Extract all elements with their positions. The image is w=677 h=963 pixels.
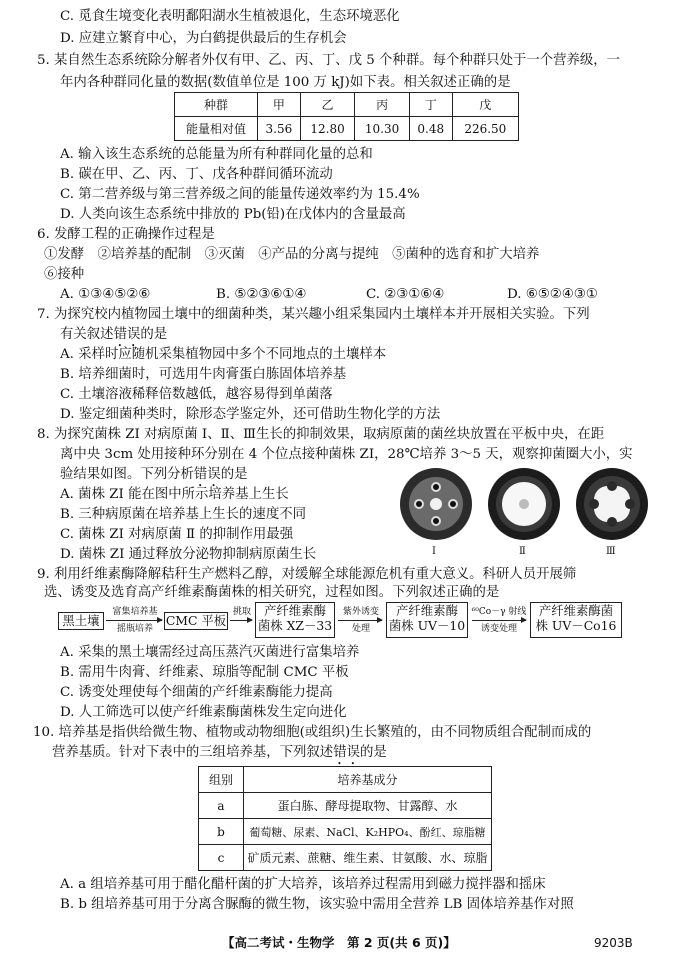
q5-table-cell: 10.30 (355, 117, 410, 141)
flow-arrow-1 (106, 620, 162, 621)
flow-box-strain-uv10 (386, 602, 468, 638)
q5-table-cell: 3.56 (258, 117, 301, 141)
q5-table-header-cell: 戊 (452, 93, 518, 117)
q10-stem-text: 营养基质。针对下表中的三组培养基，下列叙述 (52, 745, 334, 760)
dish-label-2: Ⅱ (519, 546, 526, 557)
q8-stem-text: 验结果如图。下列分析 (60, 467, 194, 482)
q9-option-b: B. 需用牛肉膏、纤维素、琼脂等配制 CMC 平板 (60, 665, 349, 680)
q5-table-cell: 12.80 (300, 117, 355, 141)
q10-table-cell: 矿质元素、蔗糖、维生素、甘氨酸、水、琼脂 (244, 845, 492, 871)
flow-arrow-3 (338, 620, 382, 621)
q7-stem-line1: 7. 为探究校内植物园土壤中的细菌种类，某兴趣小组采集园内土壤样本并开展相关实验。下列 (37, 307, 590, 322)
q7-option-d: D. 鉴定细菌种类时，除形态学鉴定外，还可借助生物化学的方法 (60, 407, 441, 422)
q5-option-b: B. 碳在甲、乙、丙、丁、戊各种群间循环流动 (60, 167, 333, 182)
petri-dish-1 (400, 468, 472, 540)
q10-table-header-cell: 组别 (199, 767, 244, 793)
flow-box-black-soil: 黑土壤 (58, 612, 104, 630)
flow-label-co-ray: ⁶⁰Co－γ 射线 (471, 607, 527, 617)
q6-option-a: A. ①③④⑤②⑥ (60, 287, 151, 302)
flow-label-pick: 挑取 (232, 607, 251, 617)
flow-box-text: 产纤维素酶 (264, 603, 326, 618)
q10-stem-text: 的是 (359, 745, 387, 760)
q5-energy-table (174, 92, 519, 141)
q5-option-c: C. 第二营养级与第三营养级之间的能量传递效率约为 15.4% (60, 187, 420, 202)
q10-table-cell: 蛋白胨、酵母提取物、甘露醇、水 (244, 793, 492, 819)
q7-option-b: B. 培养细菌时，可选用牛肉膏蛋白胨固体培养基 (60, 367, 347, 382)
q6-option-b: B. ⑤②③⑥①④ (216, 287, 307, 302)
footer-exam-code: 9203B (594, 936, 633, 950)
q5-table-cell: 226.50 (452, 117, 518, 141)
q5-table-header-cell: 丁 (409, 93, 452, 117)
flow-box-cmc-plate: CMC 平板 (165, 613, 227, 628)
q8-option-b: B. 三种病原菌在培养基上生长的速度不同 (60, 507, 306, 522)
dish-label-3: Ⅲ (606, 546, 616, 557)
q10-stem-line1: 10. 培养基是指供给微生物、植物或动物细胞(或组织)生长繁殖的，由不同物质组合配制而成的 (33, 725, 592, 740)
flow-box-text: 产纤维素酶 (396, 603, 458, 618)
q5-stem-line1: 5. 某自然生态系统除分解者外仅有甲、乙、丙、丁、戊 5 个种群。每个种群只处于一个营养级，一 (37, 53, 621, 68)
q6-option-d: D. ⑥⑤②④③① (507, 287, 598, 302)
q6-stem-line2: ①发酵 ②培养基的配制 ③灭菌 ④产品的分离与提纯 ⑤菌种的选育和扩大培养 (44, 247, 540, 262)
q8-option-a: A. 菌株 ZI 能在图中所示培养基上生长 (60, 487, 289, 502)
footer-page-info: 【高二考试・生物学 第 2 页(共 6 页)】 (222, 935, 456, 950)
q6-option-c: C. ②③①⑥④ (366, 287, 445, 302)
flow-box-strain-xz33 (255, 602, 335, 638)
q9-option-c: C. 诱变处理使每个细菌的产纤维素酶能力提高 (60, 685, 333, 700)
q5-table-header-cell: 丙 (355, 93, 410, 117)
q5-table-header-cell: 乙 (300, 93, 355, 117)
flow-label-treatment: 处理 (351, 624, 370, 634)
flow-box-text: 产纤维素酶菌 (538, 603, 614, 618)
q8-option-c: C. 菌株 ZI 对病原菌 Ⅱ 的抑制作用最强 (60, 527, 294, 542)
flow-arrow-2 (230, 620, 252, 621)
q10-table-cell: a (199, 793, 244, 819)
q5-option-a: A. 输入该生态系统的总能量为所有种群同化量的总和 (60, 147, 373, 162)
q4-option-c: C. 觅食生境变化表明鄱阳湖水生植被退化，生态环境恶化 (60, 9, 400, 24)
q9-option-d: D. 人工筛选可以使产纤维素酶菌株发生定向进化 (60, 705, 347, 720)
flow-box-text: 菌株 XZ－33 (257, 618, 333, 633)
petri-dish-3 (576, 468, 648, 540)
q9-stem-line1: 9. 利用纤维素酶降解秸秆生产燃料乙醇，对缓解全球能源危机有重大意义。科研人员开展筛 (37, 567, 577, 582)
q5-table-header-cell: 甲 (258, 93, 301, 117)
q9-option-a: A. 采集的黑土壤需经过高压蒸汽灭菌进行富集培养 (60, 645, 360, 660)
q7-emphasis-word: 错误 (113, 327, 141, 342)
q8-option-d: D. 菌株 ZI 通过释放分泌物抑制病原菌生长 (60, 547, 317, 562)
q10-table-cell: c (199, 845, 244, 871)
q8-stem-text: 的是 (220, 467, 248, 482)
q6-stem-line1: 6. 发酵工程的正确操作过程是 (37, 227, 215, 242)
q4-option-d: D. 应建立繁育中心，为白鹤提供最后的生存机会 (60, 31, 347, 46)
q8-stem-line1: 8. 为探究菌株 ZI 对病原菌 Ⅰ、Ⅱ、Ⅲ生长的抑制效果，取病原菌的菌丝块放置在平板中央，在距 (37, 427, 605, 442)
q6-stem-line3: ⑥接种 (44, 267, 85, 282)
q5-table-cell: 能量相对值 (175, 117, 258, 141)
q9-stem-line2: 选、诱变及选育高产纤维素酶菌株的相关研究，过程如图。下列叙述正确的是 (44, 585, 500, 600)
q5-stem-line2: 年内各种群同化量的数据(数值单位是 100 万 kJ)如下表。相关叙述正确的是 (60, 75, 511, 90)
petri-dish-2 (488, 468, 560, 540)
flow-label-uv-mutagenesis: 紫外诱变 (342, 607, 379, 617)
q7-stem-text: 的是 (140, 327, 168, 342)
flow-label-mutagenesis-treatment: 诱变处理 (480, 624, 517, 634)
q10-table-header-cell: 培养基成分 (244, 767, 492, 793)
q5-table-header-cell: 种群 (175, 93, 258, 117)
flow-box-text: 株 UV－Co16 (535, 618, 617, 633)
q5-table-cell: 0.48 (409, 117, 452, 141)
flow-label-shake-culture: 摇瓶培养 (116, 624, 153, 634)
q10-option-b: B. b 组培养基可用于分离含脲酶的微生物，该实验中需用全营养 LB 固体培养基作对照 (60, 897, 574, 912)
q5-option-d: D. 人类向该生态系统中排放的 Pb(铅)在戊体内的含量最高 (60, 207, 406, 222)
q10-option-a: A. a 组培养基可用于醋化醋杆菌的扩大培养，该培养过程需用到磁力搅拌器和摇床 (60, 877, 546, 892)
q10-stem-line2 (52, 744, 387, 768)
q8-stem-line2: 离中央 3cm 处用接种环分别在 4 个位点接种菌株 ZI，28℃培养 3～5 天，观察抑菌圈大小，实 (60, 447, 633, 462)
q7-option-a: A. 采样时应随机采集植物园中多个不同地点的土壤样本 (60, 347, 387, 362)
flow-box-text: 菌株 UV－10 (388, 618, 466, 633)
flow-label-enrich-medium: 富集培养基 (112, 607, 158, 617)
flow-arrow-4 (472, 620, 526, 621)
q7-option-c: C. 土壤溶液稀释倍数越低，越容易得到单菌落 (60, 387, 333, 402)
q8-emphasis-word: 错误 (193, 467, 221, 482)
flow-box-strain-uvco16 (530, 602, 622, 638)
q10-emphasis-word: 错误 (333, 745, 360, 760)
q10-table-cell: b (199, 819, 244, 845)
dish-label-1: Ⅰ (432, 546, 436, 557)
q10-medium-table (198, 766, 492, 871)
q7-stem-text: 有关叙述 (60, 327, 114, 342)
q10-table-cell: 葡萄糖、尿素、NaCl、K₂HPO₄、酚红、琼脂糖 (244, 819, 492, 845)
